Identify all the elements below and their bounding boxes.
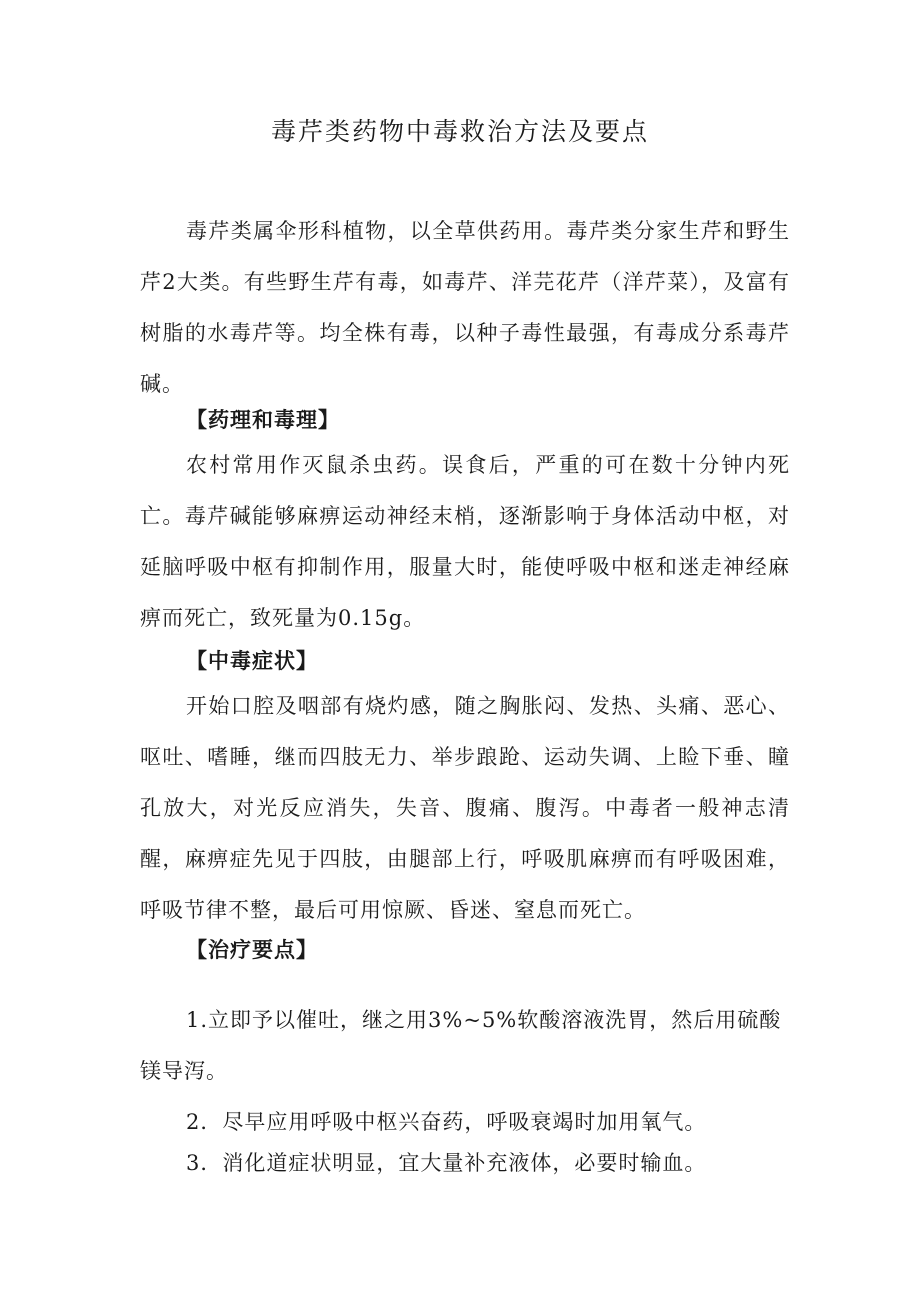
section-heading-treatment: 【治疗要点】: [186, 938, 318, 962]
pharmacology-paragraph: 农村常用作灭鼠杀虫药。误食后，严重的可在数十分钟内死亡。毒芹碱能够麻痹运动神经末梢，逐渐影响于身体活动中枢，对延脑呼吸中枢有抑制作用，服量大时，能使呼吸中枢和迷走神经麻痹而死亡，致死量为0.15g。: [140, 453, 790, 630]
document-title: 毒芹类药物中毒救治方法及要点: [270, 117, 649, 146]
symptoms-paragraph: 开始口腔及咽部有烧灼感，随之胸胀闷、发热、头痛、恶心、呕吐、嗜睡，继而四肢无力、举步踉跄、运动失调、上睑下垂、瞳孔放大，对光反应消失，失音、腹痛、腹泻。中毒者一般神志清醒，麻痹症先见于四肢，由腿部上行，呼吸肌麻痹而有呼吸困难，呼吸节律不整，最后可用惊厥、昏迷、窒息而死亡。: [140, 694, 790, 922]
section-heading-symptoms: 【中毒症状】: [186, 649, 318, 673]
treatment-item-2: 2．尽早应用呼吸中枢兴奋药，呼吸衰竭时加用氧气。: [186, 1110, 707, 1134]
section-heading-pharmacology: 【药理和毒理】: [186, 408, 340, 432]
treatment-item-3: 3．消化道症状明显，宜大量补充液体，必要时输血。: [186, 1151, 707, 1175]
treatment-item-1: 1.立即予以催吐，继之用3%~5%软酸溶液洗胃，然后用硫酸镁导泻。: [140, 1008, 782, 1083]
intro-paragraph: 毒芹类属伞形科植物，以全草供药用。毒芹类分家生芹和野生芹2大类。有些野生芹有毒，如毒芹、洋芫花芹（洋芹菜），及富有树脂的水毒芹等。均全株有毒，以种子毒性最强，有毒成分系毒芹碱。: [140, 219, 790, 396]
